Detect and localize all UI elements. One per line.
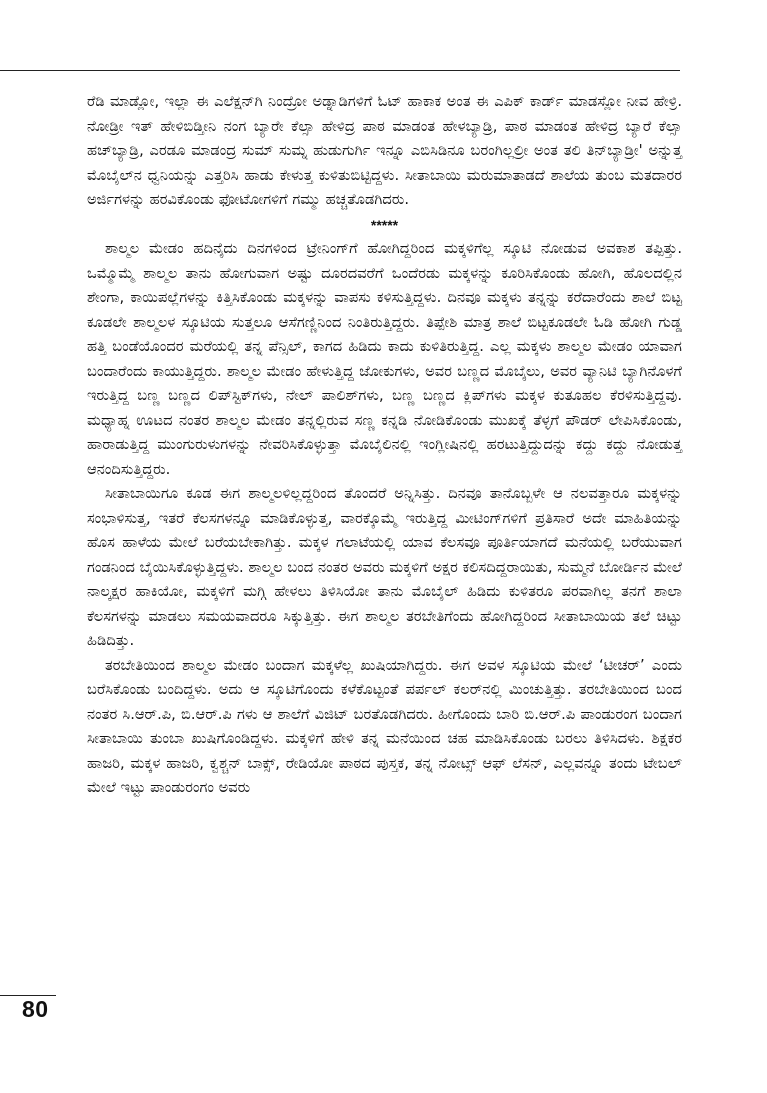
- paragraph-2: ಶಾಲ್ಮಲ ಮೇಡಂ ಹದಿನೈದು ದಿನಗಳಿಂದ ಟ್ರೇನಿಂಗ್‌ಗೆ ಹೋಗಿದ್ದರಿಂದ ಮಕ್ಕಳಿಗೆಲ್ಲ ಸ್ಕೂಟಿ ನೋಡುವ ಅವಕಾಶ ತಪ್ಪಿತ್ತು. ಒಮ್ಮೊಮ್ಮೆ ಶಾಲ್ಮಲ ತಾನು ಹೋಗುವಾಗ ಅಷ್ಟು ದೂರದವರೆಗೆ ಒಂದೆರಡು ಮಕ್ಕಳನ್ನು ಕೂರಿಸಿಕೊಂಡು ಹೋಗಿ, ಹೊಲದಲ್ಲಿನ ಶೇಂಗಾ, ಕಾಯಿಪಲ್ಲೆಗಳನ್ನು ಕಿತ್ತಿಸಿಕೊಂಡು ಮಕ್ಕಳನ್ನು ವಾಪಸು ಕಳಿಸುತ್ತಿದ್ದಳು. ದಿನವೂ ಮಕ್ಕಳು ತನ್ನನ್ನು ಕರೆದಾರೆಂದು ಶಾಲೆ ಬಿಟ್ಟ ಕೂಡಲೇ ಶಾಲ್ಮಲಳ ಸ್ಕೂಟಿಯ ಸುತ್ತಲೂ ಆಸೆಗಣ್ಣಿನಿಂದ ನಿಂತಿರುತ್ತಿದ್ದರು. ತಿಪ್ಪೇಶಿ ಮಾತ್ರ ಶಾಲೆ ಬಿಟ್ಟಕೂಡಲೇ ಓಡಿ ಹೋಗಿ ಗುಡ್ಡ ಹತ್ತಿ ಬಂಡೆಯೊಂದರ ಮರೆಯಲ್ಲಿ ತನ್ನ ಪೆನ್ಸಿಲ್, ಕಾಗದ ಹಿಡಿದು ಕಾದು ಕುಳಿತಿರುತ್ತಿದ್ದ. ಎಲ್ಲ ಮಕ್ಕಳು ಶಾಲ್ಮಲ ಮೇಡಂ ಯಾವಾಗ ಬಂದಾರೆಂದು ಕಾಯುತ್ತಿದ್ದರು. ಶಾಲ್ಮಲ ಮೇಡಂ ಹೇಳುತ್ತಿದ್ದ ಜೋಕುಗಳು, ಅವರ ಬಣ್ಣದ ಮೊಬೈಲು, ಅವರ ವ್ಯಾನಿಟಿ ಬ್ಯಾಗಿನೊಳಗೆ ಇರುತ್ತಿದ್ದ ಬಣ್ಣ ಬಣ್ಣದ ಲಿಪ್‌ಸ್ಟಿಕ್‌ಗಳು, ನೇಲ್ ಪಾಲಿಶ್‌ಗಳು, ಬಣ್ಣ ಬಣ್ಣದ ಕ್ಲಿಪ್‌ಗಳು ಮಕ್ಕಳ ಕುತೂಹಲ ಕೆರಳಿಸುತ್ತಿದ್ದವು. ಮಧ್ಯಾಹ್ನ ಊಟದ ನಂತರ ಶಾಲ್ಮಲ ಮೇಡಂ ತನ್ನಲ್ಲಿರುವ ಸಣ್ಣ ಕನ್ನಡಿ ನೋಡಿಕೊಂಡು ಮುಖಕ್ಕೆ ತೆಳ್ಳಗೆ ಪೌಡರ್ ಲೇಪಿಸಿಕೊಂಡು, ಹಾರಾಡುತ್ತಿದ್ದ ಮುಂಗುರುಳುಗಳನ್ನು ನೇವರಿಸಿಕೊಳ್ಳುತ್ತಾ ಮೊಬೈಲಿನಲ್ಲಿ ಇಂಗ್ಲೀಷಿನಲ್ಲಿ ಹರಟುತ್ತಿದ್ದುದನ್ನು ಕದ್ದು ಕದ್ದು ನೋಡುತ್ತ ಆನಂದಿಸುತ್ತಿದ್ದರು.: [87, 240, 682, 478]
- body-text: [87, 90, 682, 801]
- paragraph-4: ತರಬೇತಿಯಿಂದ ಶಾಲ್ಮಲ ಮೇಡಂ ಬಂದಾಗ ಮಕ್ಕಳೆಲ್ಲ ಖುಷಿಯಾಗಿದ್ದರು. ಈಗ ಅವಳ ಸ್ಕೂಟಿಯ ಮೇಲೆ ‘ಟೀಚರ್’ ಎಂದು ಬರೆಸಿಕೊಂಡು ಬಂದಿದ್ದಳು. ಅದು ಆ ಸ್ಕೂಟಿಗೊಂದು ಕಳೆಕೊಟ್ಟಂತೆ ಪರ್ಪಲ್ ಕಲರ್‌ನಲ್ಲಿ ಮಿಂಚುತ್ತಿತ್ತು. ತರಬೇತಿಯಿಂದ ಬಂದ ನಂತರ ಸಿ.ಆರ್.ಪಿ, ಬಿ.ಆರ್.ಪಿ ಗಳು ಆ ಶಾಲೆಗೆ ವಿಜಿಟ್ ಬರತೊಡಗಿದರು. ಹೀಗೊಂದು ಬಾರಿ ಬಿ.ಆರ್.ಪಿ ಪಾಂಡುರಂಗ ಬಂದಾಗ ಸೀತಾಬಾಯಿ ತುಂಬಾ ಖುಷಿಗೊಂಡಿದ್ದಳು. ಮಕ್ಕಳಿಗೆ ಹೇಳಿ ತನ್ನ ಮನೆಯಿಂದ ಚಹ ಮಾಡಿಸಿಕೊಂಡು ಬರಲು ತಿಳಿಸಿದಳು. ಶಿಕ್ಷಕರ ಹಾಜರಿ, ಮಕ್ಕಳ ಹಾಜರಿ, ಕ್ವಶ್ಚನ್ ಬಾಕ್ಸ್, ರೇಡಿಯೋ ಪಾಠದ ಪುಸ್ತಕ, ತನ್ನ ನೋಟ್ಸ್ ಆಫ್ ಲೆಸನ್, ಎಲ್ಲವನ್ನೂ ತಂದು ಟೇಬಲ್ ಮೇಲೆ ಇಟ್ಟು ಪಾಂಡುರಂಗಂ ಅವರು: [87, 656, 682, 796]
- paragraph-1: ರೆಡಿ ಮಾಡ್ಲೋ, ಇಲ್ಲಾ ಈ ಎಲೆಕ್ಷನ್‌ಗಿ ನಿಂದ್ರೋ ಅಡ್ನಾಡಿಗಳಿಗೆ ಓಟ್ ಹಾಕಾಕ ಅಂತ ಈ ಎಪಿಕ್ ಕಾರ್ಡ್ ಮಾಡಸ್ಲೋ ನೀವ ಹೇಳ್ರಿ. ನೋಡ್ರೀ ಇತ್ ಹೇಳಿಬಿಡ್ತೀನಿ ನಂಗ ಬ್ಯಾರೇ ಕೆಲ್ಸಾ ಹೇಳಿದ್ರ ಪಾಠ ಮಾಡಂತ ಹೇಳಬ್ಯಾಡ್ರಿ, ಪಾಠ ಮಾಡಂತ ಹೇಳಿದ್ರ ಬ್ಯಾರೆ ಕೆಲ್ಸಾ ಹಚ್‌ಬ್ಯಾಡ್ರಿ, ಎರಡೂ ಮಾಡಂದ್ರ ಸುಮ್ ಸುಮ್ನ ಹುಡುಗುರ್ಗಿ ಇನ್ನೂ ಎಬಿಸಿಡಿನೂ ಬರಂಗಿಲ್ಲಲ್ರೀ ಅಂತ ತಲಿ ತಿನ್‌ಬ್ಯಾಡ್ರೀ' ಅನ್ನುತ್ತ ಮೊಬೈಲ್‌ನ ಧ್ವನಿಯನ್ನು ಎತ್ತರಿಸಿ ಹಾಡು ಕೇಳುತ್ತ ಕುಳಿತುಬಿಟ್ಟಿದ್ದಳು. ಸೀತಾಬಾಯಿ ಮರುಮಾತಾಡದೆ ಶಾಲೆಯ ತುಂಬ ಮತದಾರರ ಅರ್ಜಿಗಳನ್ನು ಹರವಿಕೊಂಡು ಫೋಟೋಗಳಿಗೆ ಗಮ್ಮು ಹಚ್ಚತೊಡಗಿದರು.: [87, 93, 682, 208]
- page-number: 80: [22, 996, 49, 1022]
- section-separator: *****: [370, 216, 399, 233]
- header-rule: [0, 70, 680, 71]
- paragraph-3: ಸೀತಾಬಾಯಿಗೂ ಕೂಡ ಈಗ ಶಾಲ್ಮಲಳಿಲ್ಲದ್ದರಿಂದ ತೊಂದರೆ ಅನ್ನಿಸಿತ್ತು. ದಿನವೂ ತಾನೊಬ್ಬಳೇ ಆ ನಲವತ್ತಾರೂ ಮಕ್ಕಳನ್ನು ಸಂಭಾಳಿಸುತ್ತ, ಇತರೆ ಕೆಲಸಗಳನ್ನೂ ಮಾಡಿಕೊಳ್ಳುತ್ತ, ವಾರಕ್ಕೊಮ್ಮೆ ಇರುತ್ತಿದ್ದ ಮೀಟಿಂಗ್‌ಗಳಿಗೆ ಪ್ರತಿಸಾರೆ ಅದೇ ಮಾಹಿತಿಯನ್ನು ಹೊಸ ಹಾಳೆಯ ಮೇಲೆ ಬರೆಯಬೇಕಾಗಿತ್ತು. ಮಕ್ಕಳ ಗಲಾಟೆಯಲ್ಲಿ ಯಾವ ಕೆಲಸವೂ ಪೂರ್ತಿಯಾಗದೆ ಮನೆಯಲ್ಲಿ ಬರೆಯುವಾಗ ಗಂಡನಿಂದ ಬೈಯಿಸಿಕೊಳ್ಳುತ್ತಿದ್ದಳು. ಶಾಲ್ಮಲ ಬಂದ ನಂತರ ಅವರು ಮಕ್ಕಳಿಗೆ ಅಕ್ಷರ ಕಲಿಸದಿದ್ದರಾಯಿತು, ಸುಮ್ಮನೆ ಬೋರ್ಡಿನ ಮೇಲೆ ನಾಲ್ಕಕ್ಷರ ಹಾಕಿಯೋ, ಮಕ್ಕಳಿಗೆ ಮಗ್ಗಿ ಹೇಳಲು ತಿಳಿಸಿಯೋ ತಾನು ಮೊಬೈಲ್ ಹಿಡಿದು ಕುಳಿತರೂ ಪರವಾಗಿಲ್ಲ ತನಗೆ ಶಾಲಾ ಕೆಲಸಗಳನ್ನು ಮಾಡಲು ಸಮಯವಾದರೂ ಸಿಕ್ಕುತ್ತಿತ್ತು. ಈಗ ಶಾಲ್ಮಲ ತರಬೇತಿಗೆಂದು ಹೋಗಿದ್ದರಿಂದ ಸೀತಾಬಾಯಿಯ ತಲೆ ಚಿಟ್ಟು ಹಿಡಿದಿತ್ತು.: [87, 485, 682, 649]
